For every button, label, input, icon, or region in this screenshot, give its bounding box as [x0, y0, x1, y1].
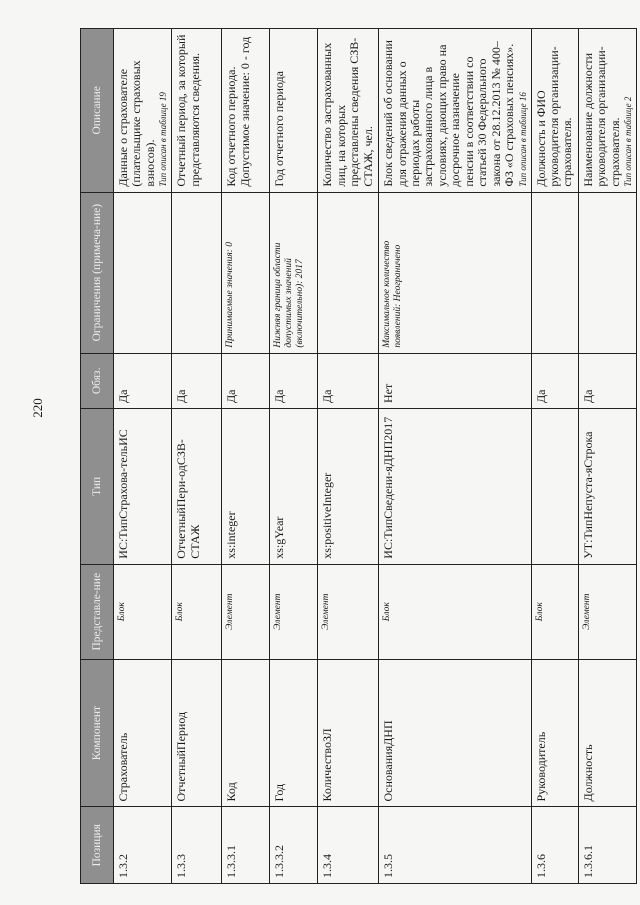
- table-row: [222, 29, 270, 884]
- cell-required: Нет: [379, 353, 531, 408]
- cell-description: [270, 29, 318, 193]
- column-header: Ограничения (примеча-ние): [81, 192, 114, 353]
- description-text: Количество застрахованных лиц, на которых представлены сведения СЗВ-СТАЖ, чел.: [320, 37, 375, 187]
- cell-position: 1.3.3: [172, 807, 222, 884]
- cell-limitations: [172, 192, 222, 353]
- cell-description: [114, 29, 172, 193]
- cell-type: xs:integer: [222, 409, 270, 565]
- description-text: Данные о страхователе (плательщике страховых взносов).: [116, 60, 157, 187]
- cell-position: 1.3.3.1: [222, 807, 270, 884]
- column-header: Компонент: [81, 659, 114, 807]
- column-header: Тип: [81, 409, 114, 565]
- cell-component: ОтчетныйПериод: [172, 659, 222, 807]
- description-note: Тип описан в таблице 2: [623, 96, 634, 187]
- cell-description: [578, 29, 636, 193]
- table-row: [318, 29, 379, 884]
- cell-limitations: [114, 192, 172, 353]
- cell-component: Год: [270, 659, 318, 807]
- cell-position: 1.3.3.2: [270, 807, 318, 884]
- header-row: [81, 29, 114, 884]
- description-note: Тип описан в таблице 19: [158, 92, 169, 187]
- table-row: [270, 29, 318, 884]
- cell-required: Да: [318, 353, 379, 408]
- description-text: Год отчетного периода: [272, 71, 287, 187]
- description-text: Код отчетного периода. Допустимое значение: 0 - год: [224, 36, 252, 187]
- schema-table: [80, 28, 637, 884]
- table-row: [578, 29, 636, 884]
- table-row: [114, 29, 172, 884]
- cell-limitations: [531, 192, 578, 353]
- cell-required: Да: [578, 353, 636, 408]
- cell-type: ОтчетныйПери-одСЗВ-СТАЖ: [172, 409, 222, 565]
- cell-required: Да: [531, 353, 578, 408]
- cell-position: 1.3.6: [531, 807, 578, 884]
- cell-type: ИС:ТипСтрахова-тельИС: [114, 409, 172, 565]
- description-note: Тип описан в таблице 16: [517, 92, 528, 187]
- rotated-table-container: [80, 28, 634, 884]
- cell-presentation: Блок: [172, 564, 222, 659]
- cell-component: ОснованияДНП: [379, 659, 531, 807]
- page-number: 220: [30, 398, 45, 418]
- cell-required: Да: [172, 353, 222, 408]
- cell-component: КоличествоЗЛ: [318, 659, 379, 807]
- cell-limitations: Нижняя граница области допустимых значений (включительно): 2017: [270, 192, 318, 353]
- cell-required: Да: [114, 353, 172, 408]
- cell-type: ИС:ТипСведени-яДНП2017: [379, 409, 531, 565]
- rotated-table-wrapper: [80, 28, 634, 884]
- cell-type: xs:gYear: [270, 409, 318, 565]
- cell-description: [379, 29, 531, 193]
- cell-component: Руководитель: [531, 659, 578, 807]
- column-header: Позиция: [81, 807, 114, 884]
- cell-limitations: [318, 192, 379, 353]
- description-text: Наименование должности руководителя организации-страхователя.: [580, 46, 622, 187]
- table-row: [379, 29, 531, 884]
- cell-presentation: Элемент: [318, 564, 379, 659]
- cell-type: [531, 409, 578, 565]
- column-header: Представле-ние: [81, 564, 114, 659]
- column-header: Описание: [81, 29, 114, 193]
- cell-description: [172, 29, 222, 193]
- cell-position: 1.3.4: [318, 807, 379, 884]
- table-row: [531, 29, 578, 884]
- cell-component: Страхователь: [114, 659, 172, 807]
- description-text: Должность и ФИО руководителя организации-страхователя.: [533, 46, 575, 187]
- cell-presentation: Элемент: [270, 564, 318, 659]
- cell-presentation: Блок: [114, 564, 172, 659]
- cell-component: Код: [222, 659, 270, 807]
- description-text: Блок сведений об основании для отражения данных о периодах работы застрахованного лица в условиях, дающих право на досрочное назначение пенсии в соответствии со статьей 30 Федерального закона от 28.12.2013 № 400–ФЗ «О страховых пенсиях».: [381, 40, 517, 187]
- cell-limitations: [578, 192, 636, 353]
- description-text: Отчетный период, за который представляются сведения.: [174, 34, 202, 187]
- cell-presentation: Элемент: [578, 564, 636, 659]
- cell-position: 1.3.6.1: [578, 807, 636, 884]
- cell-position: 1.3.5: [379, 807, 531, 884]
- cell-limitations: Максимальное количество появлений: Неограничено: [379, 192, 531, 353]
- cell-description: [318, 29, 379, 193]
- cell-component: Должность: [578, 659, 636, 807]
- column-header: Обяз.: [81, 353, 114, 408]
- cell-type: УТ:ТипНепуста-яСтрока: [578, 409, 636, 565]
- cell-position: 1.3.2: [114, 807, 172, 884]
- cell-presentation: Блок: [379, 564, 531, 659]
- cell-presentation: Элемент: [222, 564, 270, 659]
- cell-presentation: Блок: [531, 564, 578, 659]
- table-row: [172, 29, 222, 884]
- cell-description: [531, 29, 578, 193]
- cell-required: Да: [270, 353, 318, 408]
- cell-type: xs:positiveInteger: [318, 409, 379, 565]
- cell-description: [222, 29, 270, 193]
- cell-required: Да: [222, 353, 270, 408]
- cell-limitations: Принимаемые значения: 0: [222, 192, 270, 353]
